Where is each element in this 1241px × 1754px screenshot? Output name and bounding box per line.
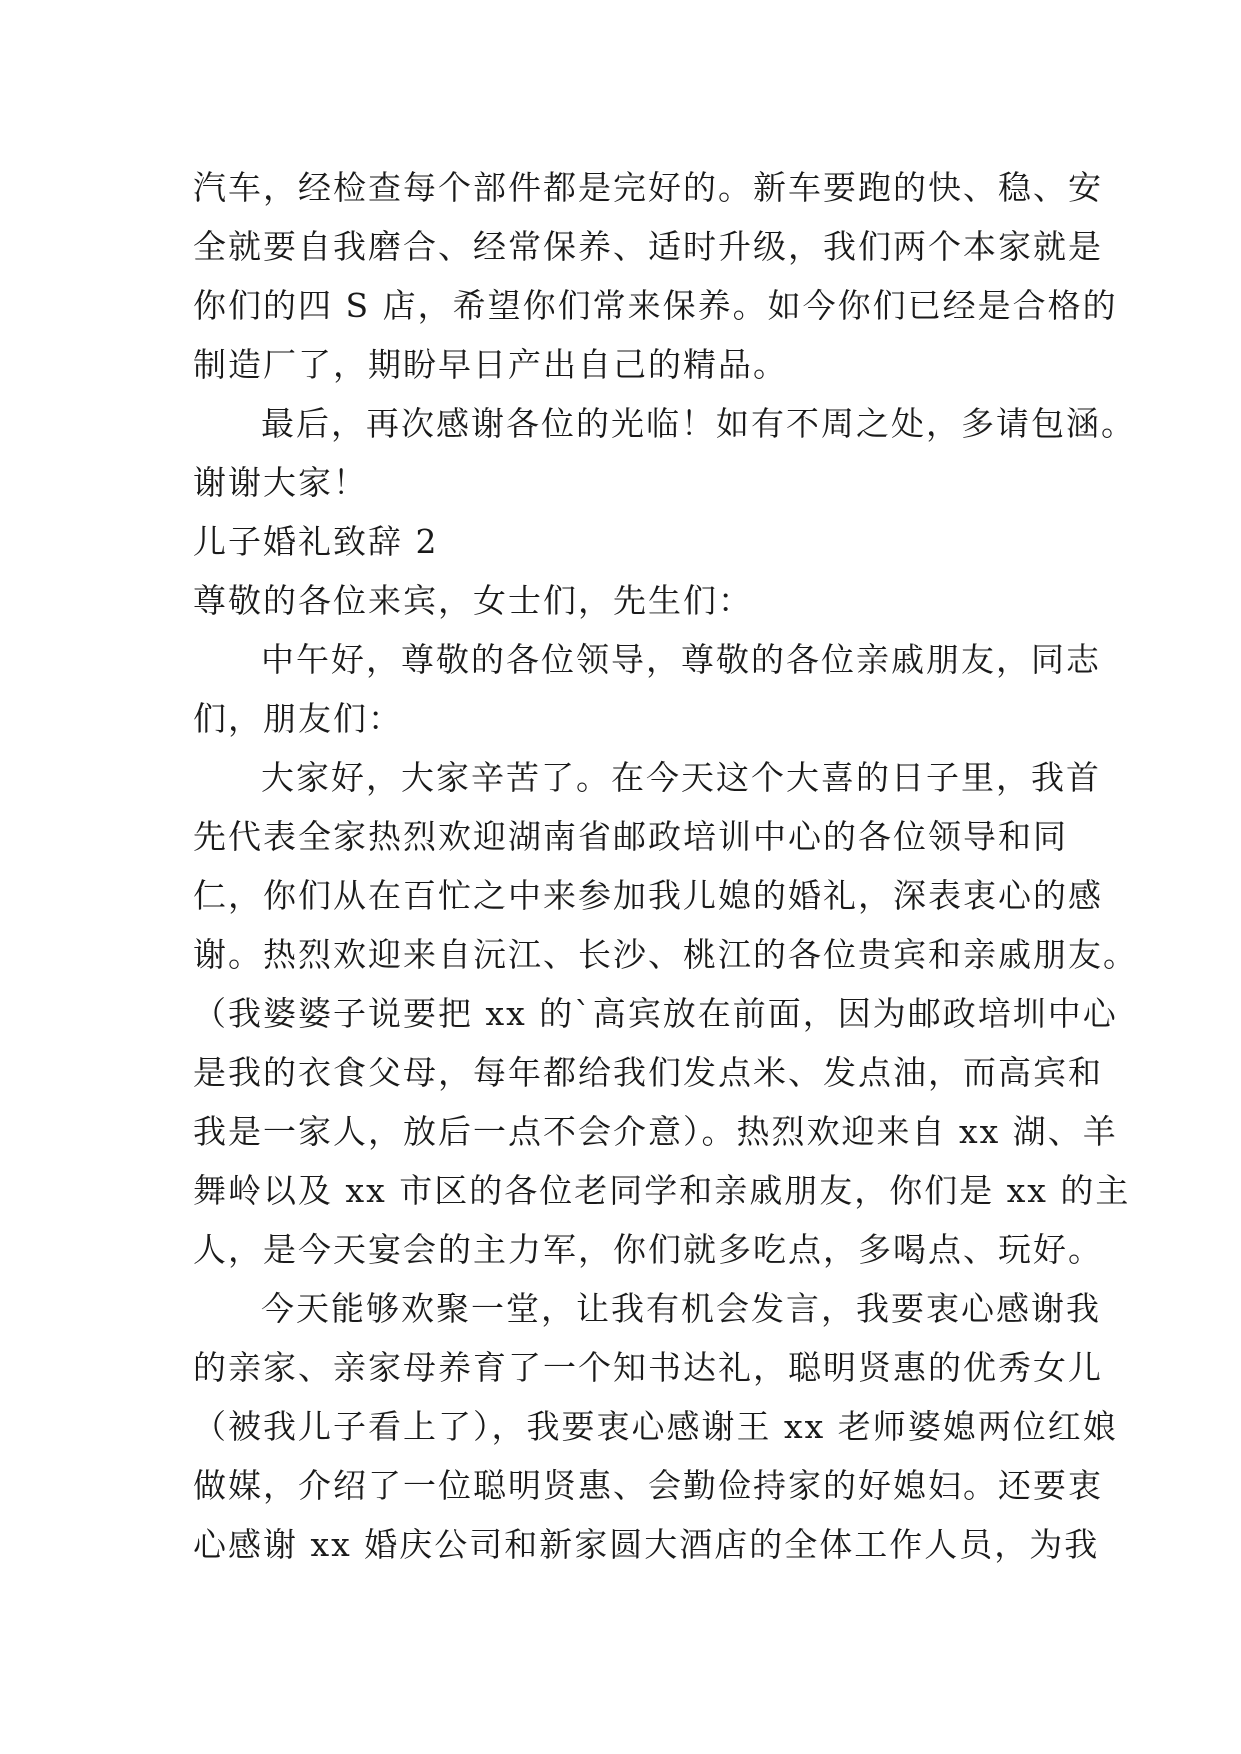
text-line: （被我儿子看上了），我要衷心感谢王 xx 老师婆媳两位红娘 (193, 1407, 1118, 1446)
text-line: 仁，你们从在百忙之中来参加我儿媳的婚礼，深表衷心的感 (193, 876, 1103, 915)
text-line: 中午好，尊敬的各位领导，尊敬的各位亲戚朋友，同志 (261, 640, 1101, 679)
text-line: 们，朋友们： (193, 699, 403, 738)
text-line: 尊敬的各位来宾，女士们，先生们： (193, 581, 753, 620)
text-line: 你们的四 S 店，希望你们常来保养。如今你们已经是合格的 (193, 286, 1118, 325)
text-line: 最后，再次感谢各位的光临！如有不周之处，多请包涵。 (261, 404, 1136, 443)
text-line: 人，是今天宴会的主力军，你们就多吃点，多喝点、玩好。 (193, 1230, 1103, 1269)
text-line: 谢谢大家！ (193, 463, 368, 502)
text-line: 是我的衣食父母，每年都给我们发点米、发点油，而高宾和 (193, 1053, 1103, 1092)
text-line: 先代表全家热烈欢迎湖南省邮政培训中心的各位领导和同 (193, 817, 1068, 856)
text-line: 儿子婚礼致辞 2 (193, 522, 439, 561)
text-line: 谢。热烈欢迎来自沅江、长沙、桃江的各位贵宾和亲戚朋友。 (193, 935, 1138, 974)
text-line: 舞岭以及 xx 市区的各位老同学和亲戚朋友，你们是 xx 的主 (193, 1171, 1131, 1210)
text-line: 的亲家、亲家母养育了一个知书达礼，聪明贤惠的优秀女儿 (193, 1348, 1103, 1387)
document-body (193, 158, 1138, 1574)
text-line: 制造厂了，期盼早日产出自己的精品。 (193, 345, 788, 384)
text-line: 我是一家人，放后一点不会介意）。热烈欢迎来自 xx 湖、羊 (193, 1112, 1118, 1151)
text-line: 全就要自我磨合、经常保养、适时升级，我们两个本家就是 (193, 227, 1103, 266)
text-line: 今天能够欢聚一堂，让我有机会发言，我要衷心感谢我 (261, 1289, 1101, 1328)
text-line: 汽车，经检查每个部件都是完好的。新车要跑的快、稳、安 (193, 168, 1103, 207)
text-line: 做媒，介绍了一位聪明贤惠、会勤俭持家的好媳妇。还要衷 (193, 1466, 1103, 1505)
text-line: 大家好，大家辛苦了。在今天这个大喜的日子里，我首 (261, 758, 1101, 797)
text-line: （我婆婆子说要把 xx 的`高宾放在前面，因为邮政培圳中心 (193, 994, 1118, 1033)
text-line: 心感谢 xx 婚庆公司和新家圆大酒店的全体工作人员，为我 (193, 1525, 1100, 1564)
